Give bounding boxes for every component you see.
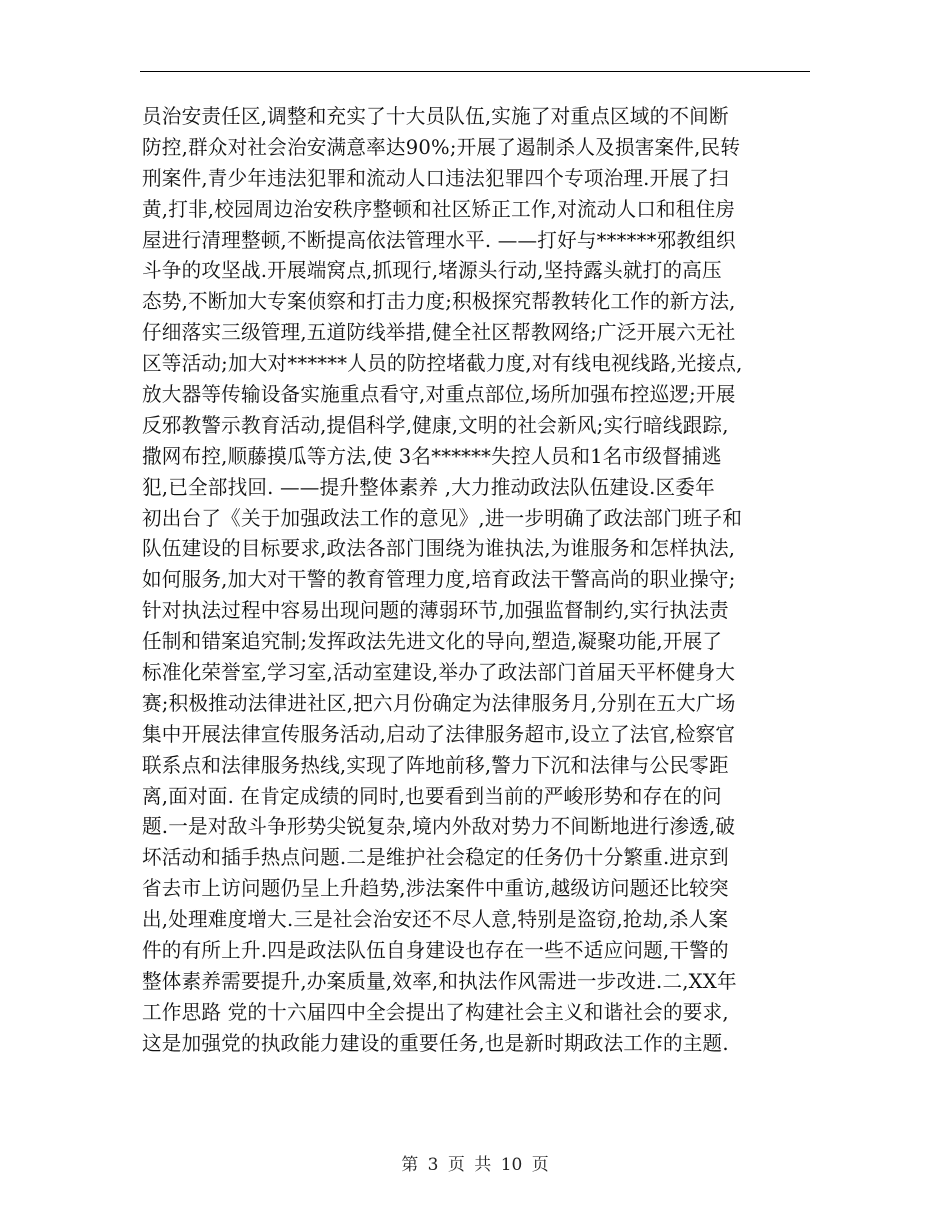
text-line: 件的有所上升.四是政法队伍自身建设也存在一些不适应问题,干警的 <box>142 938 729 963</box>
text-line: 任制和错案追究制;发挥政法先进文化的导向,塑造,凝聚功能,开展了 <box>142 629 723 654</box>
page-footer <box>0 1154 950 1176</box>
text-line: 出,处理难度增大.三是社会治安还不尽人意,特别是盗窃,抢劫,杀人案 <box>142 907 729 932</box>
text-line: 放大器等传输设备实施重点看守,对重点部位,场所加强布控巡逻;开展 <box>142 382 736 407</box>
text-line: 如何服务,加大对干警的教育管理力度,培育政法干警高尚的职业操守; <box>142 567 736 592</box>
text-line: 员治安责任区,调整和充实了十大员队伍,实施了对重点区域的不间断 <box>142 104 729 128</box>
text-line: 这是加强党的执政能力建设的重要任务,也是新时期政法工作的主题. <box>142 1030 729 1055</box>
text-line: 斗争的攻坚战.开展端窝点,抓现行,堵源头行动,坚持露头就打的高压 <box>142 258 722 283</box>
text-line: 态势,不断加大专案侦察和打击力度;积极探究帮教转化工作的新方法, <box>142 289 736 314</box>
text-line: 区等活动;加大对******人员的防控堵截力度,对有线电视线路,光接点, <box>142 351 743 376</box>
text-line: 坏活动和插手热点问题.二是维护社会稳定的任务仍十分繁重.进京到 <box>142 845 729 870</box>
header-rule <box>140 71 810 72</box>
text-line: 工作思路 党的十六届四中全会提出了构建社会主义和谐社会的要求, <box>142 999 729 1024</box>
text-line: 刑案件,青少年违法犯罪和流动人口违法犯罪四个专项治理.开展了扫 <box>142 165 729 190</box>
page-number: 第 3 页 共 10 页 <box>401 1155 549 1175</box>
text-line: 集中开展法律宣传服务活动,启动了法律服务超市,设立了法官,检察官 <box>142 721 736 746</box>
text-line: 离,面对面. 在肯定成绩的同时,也要看到当前的严峻形势和存在的问 <box>142 783 722 808</box>
text-line: 整体素养需要提升,办案质量,效率,和执法作风需进一步改进.二,XX年 <box>142 968 737 993</box>
text-line: 题.一是对敌斗争形势尖锐复杂,境内外敌对势力不间断地进行渗透,破 <box>142 814 736 839</box>
text-line: 队伍建设的目标要求,政法各部门围绕为谁执法,为谁服务和怎样执法, <box>142 536 736 561</box>
text-line: 赛;积极推动法律进社区,把六月份确定为法律服务月,分别在五大广场 <box>142 690 736 715</box>
text-line: 针对执法过程中容易出现问题的薄弱环节,加强监督制约,实行执法责 <box>142 598 729 623</box>
text-line: 仔细落实三级管理,五道防线举措,健全社区帮教网络;广泛开展六无社 <box>142 320 736 345</box>
text-line: 屋进行清理整顿,不断提高依法管理水平. ——打好与******邪教组织 <box>142 227 736 252</box>
text-line: 撒网布控,顺藤摸瓜等方法,使 3名******失控人员和1名市级督捕逃 <box>142 443 722 468</box>
text-line: 黄,打非,校园周边治安秩序整顿和社区矫正工作,对流动人口和租住房 <box>142 196 736 221</box>
text-line: 省去市上访问题仍呈上升趋势,涉法案件中重访,越级访问题还比较突 <box>142 876 729 901</box>
body-text <box>142 101 832 1059</box>
text-line: 犯,已全部找回. ——提升整体素养 ,大力推动政法队伍建设.区委年 <box>142 474 715 499</box>
text-line: 联系点和法律服务热线,实现了阵地前移,警力下沉和法律与公民零距 <box>142 752 729 777</box>
text-line: 防控,群众对社会治安满意率达90%;开展了遏制杀人及损害案件,民转 <box>142 134 741 159</box>
text-line: 初出台了《关于加强政法工作的意见》,进一步明确了政法部门班子和 <box>142 505 743 530</box>
text-line: 标准化荣誉室,学习室,活动室建设,举办了政法部门首届天平杯健身大 <box>142 660 736 685</box>
text-line: 反邪教警示教育活动,提倡科学,健康,文明的社会新风;实行暗线跟踪, <box>142 412 729 437</box>
